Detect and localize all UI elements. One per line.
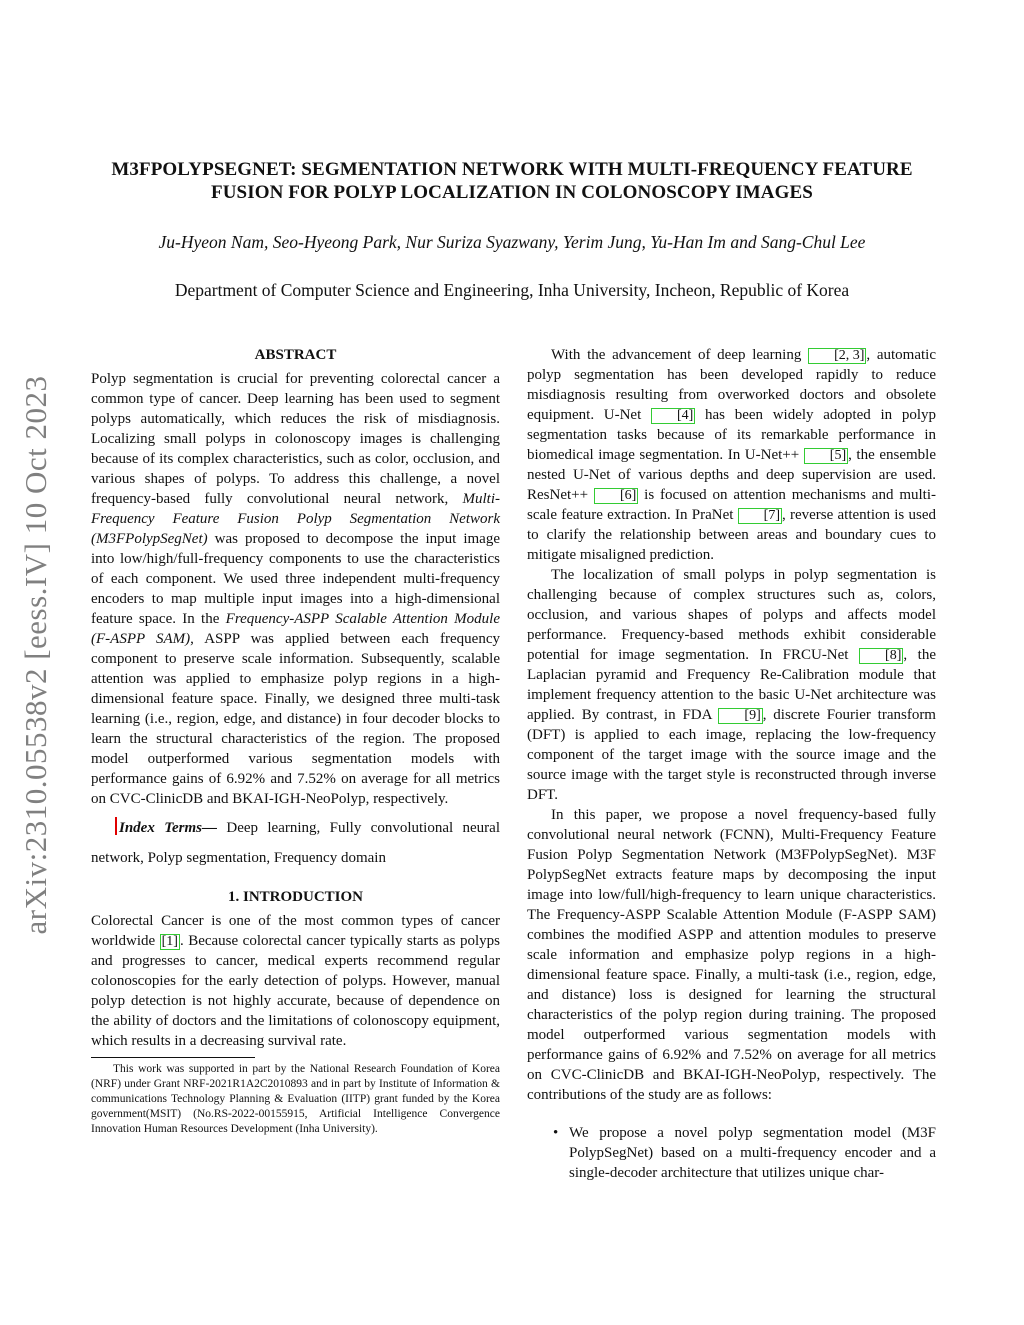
- index-terms: [91, 813, 500, 873]
- author-list: Ju-Hyeon Nam, Seo-Hyeong Park, Nur Suriza Syazwany, Yerim Jung, Yu-Han Im and Sang-Chul Lee: [158, 232, 866, 252]
- rp1-text-e: is focused on attention mechanisms and multi-scale feature extraction. In PraNet: [527, 487, 936, 523]
- citation-link[interactable]: [7]: [738, 508, 782, 524]
- introduction-heading: 1. INTRODUCTION: [227, 889, 363, 905]
- citation-link[interactable]: [8]: [859, 648, 903, 664]
- index-terms-marker: [115, 817, 117, 835]
- rp1-text-d: , the ensemble nested U-Net of various depths and deep supervision are used. ResNet++: [527, 447, 936, 503]
- citation-link[interactable]: [9]: [718, 708, 762, 724]
- bullet-text: We propose a novel polyp segmentation model (M3F PolypSegNet) based on a multi-frequency encoder and a single-decoder architecture that utilizes unique char-: [569, 1125, 936, 1181]
- abstract-part-2: was proposed to decompose the input image into low/high/full-frequency components to use the characteristics of each component. We used three independent multi-frequency encoders to map multiple input images into a high-dimensional feature space. In the: [91, 531, 500, 627]
- rp1-text-f: , reverse attention is used to clarify the relationship between areas and boundary cues to mitigate misaligned prediction.: [527, 507, 936, 563]
- rp2-text-c: , discrete Fourier transform (DFT) is applied to each image, replacing the low-frequency component of the target image with the source image and the source image with the target style is reconstructed through inverse DFT.: [527, 707, 936, 803]
- index-terms-label: Index Terms—: [119, 820, 217, 836]
- right-paragraph-1: [527, 345, 936, 565]
- rp2-text-a: The localization of small polyps in polyp segmentation is challenging because of complex structures such as, colors, occlusion, and various shapes of polyps and affects model performance. Frequency-based methods exhibit considerable potential for image segmentation. In FRCU-Net: [527, 567, 936, 663]
- title-line-1: M3FPOLYPSEGNET: SEGMENTATION NETWORK WITH MULTI-FREQUENCY FEATURE: [111, 159, 913, 180]
- arxiv-identifier: arXiv:2310.05538v2 [eess.IV] 10 Oct 2023: [18, 375, 53, 935]
- intro-text-a: Colorectal Cancer is one of the most common types of cancer worldwide: [91, 913, 500, 949]
- right-paragraph-2: [527, 565, 936, 805]
- right-paragraph-3: In this paper, we propose a novel frequency-based fully convolutional neural network (FCNN), Multi-Frequency Feature Fusion Polyp Segmentation Network (M3FPolypSegNet). M3F PolypSegNet extracts feature maps by decomposing the input image into low/full/high-frequency to learn unique characteristics. The Frequency-ASPP Scalable Attention Module (F-ASPP SAM) combines the modified ASPP and attention modules to preserve scale information and emphasize polyp regions in a high-dimensional feature space. Finally, a multi-task (i.e., region, edge, and distance) loss is designed for learning the structural characteristics of the polyp region during training. The proposed model outperformed various segmentation models with performance gains of 6.92% and 7.52% on average for all metrics on CVC-ClinicDB and BKAI-IGH-NeoPolyp, respectively. The contributions of the study are as follows:: [527, 807, 936, 1103]
- rp1-text-a: With the advancement of deep learning: [551, 347, 809, 363]
- abstract-part-3: , ASPP was applied between each frequency component to preserve scale information. Subsequently, scalable attention was applied to emphasize polyp regions in a high-dimensional feature space. Finally, we designed three multi-task learning (i.e., region, edge, and distance) in four decoder blocks to learn the structural characteristics of the region. The proposed model outperformed various segmentation models with performance gains of 6.92% and 7.52% on average for all metrics on CVC-ClinicDB and BKAI-IGH-NeoPolyp, respectively.: [91, 631, 500, 807]
- intro-text-b: . Because colorectal cancer typically starts as polyps and progresses to cancer, medical experts recommend regular colonoscopies for the early detection of polyps. However, manual polyp detection is not highly accurate, because of dependence on the ability of doctors and the limitations of colonoscopy equipment, which results in a decreasing survival rate.: [91, 933, 500, 1049]
- introduction-paragraph: [91, 911, 500, 1051]
- right-column: [527, 345, 936, 1183]
- contributions-list: [527, 1123, 936, 1183]
- rp1-text-c: has been widely adopted in polyp segmentation tasks because of its remarkable performance in biomedical image segmentation. In U-Net++: [527, 407, 936, 463]
- bullet-icon: •: [553, 1125, 559, 1141]
- citation-link[interactable]: [4]: [651, 408, 695, 424]
- index-terms-text: Deep learning, Fully convolutional neural network, Polyp segmentation, Frequency domain: [91, 820, 501, 866]
- citation-link[interactable]: [5]: [804, 448, 848, 464]
- paper-title: [80, 158, 944, 204]
- affiliation: Department of Computer Science and Engineering, Inha University, Incheon, Republic of Korea: [174, 280, 850, 300]
- citation-link[interactable]: [1]: [161, 934, 178, 949]
- title-line-2: FUSION FOR POLYP LOCALIZATION IN COLONOSCOPY IMAGES: [211, 182, 813, 203]
- left-column: [91, 345, 500, 1137]
- abstract-text: [91, 369, 500, 809]
- list-item: [527, 1123, 936, 1183]
- network-name: Multi-Frequency Feature Fusion Polyp Segmentation Network (M3FPolypSegNet): [91, 491, 500, 547]
- abstract-part-1: Polyp segmentation is crucial for preventing colorectal cancer a common type of cancer. Deep learning has been used to segment polyps automatically, which reduces the risk of misdiagnosis. Localizing small polyps in colonoscopy images is challenging because of its complex characteristics, such as color, occlusion, and various shapes of polyps. To address this challenge, a novel frequency-based fully convolutional neural network,: [91, 371, 500, 507]
- footnote-rule: [91, 1057, 255, 1058]
- module-name: Frequency-ASPP Scalable Attention Module (F-ASPP SAM): [91, 611, 500, 647]
- footnote: This work was supported in part by the National Research Foundation of Korea (NRF) under Grant NRF-2021R1A2C2010893 and in part by Institute of Information & communications Technology Planning & Evaluation (IITP) grant funded by the Korea government(MSIT) (No.RS-2022-00155915, Artificial Intelligence Convergence Innovation Human Resources Development (Inha University).: [91, 1063, 500, 1135]
- rp2-text-b: , the Laplacian pyramid and Frequency Re-Calibration module that implement frequency attention to the basic U-Net architecture was applied. By contrast, in FDA: [527, 647, 936, 723]
- rp1-text-b: , automatic polyp segmentation has been developed rapidly to reduce misdiagnosis resulting from overworked doctors and obsolete equipment. U-Net: [527, 347, 936, 423]
- abstract-heading: ABSTRACT: [254, 347, 337, 363]
- citation-link[interactable]: [2, 3]: [808, 348, 866, 364]
- citation-link[interactable]: [6]: [594, 488, 638, 504]
